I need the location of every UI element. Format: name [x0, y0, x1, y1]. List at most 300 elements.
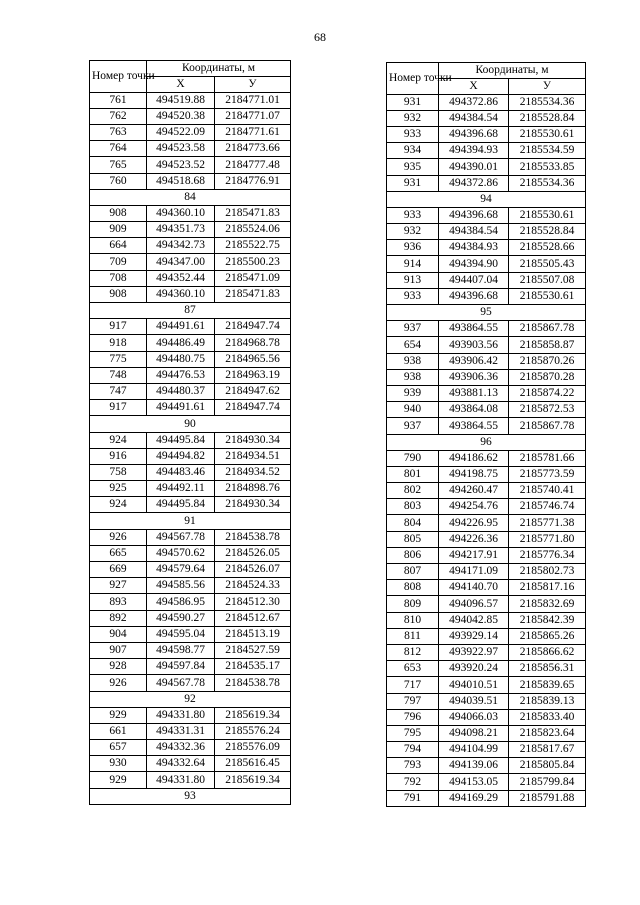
- point-number-cell: 929: [90, 772, 147, 788]
- point-number-cell: 758: [90, 464, 147, 480]
- y-coordinate-cell: 2184527.59: [215, 642, 291, 658]
- table-row: [90, 108, 291, 124]
- table-row: [90, 675, 291, 691]
- x-coordinate-cell: 494384.54: [439, 110, 509, 126]
- table-row: [90, 400, 291, 416]
- table-row: [90, 578, 291, 594]
- table-row: [90, 335, 291, 351]
- point-number-cell: 708: [90, 270, 147, 286]
- x-coordinate-cell: 494226.95: [439, 515, 509, 531]
- point-number-cell: 654: [387, 337, 439, 353]
- point-number-cell: 765: [90, 157, 147, 173]
- table-row: [387, 418, 586, 434]
- x-coordinate-cell: 494342.73: [147, 238, 215, 254]
- x-coordinate-cell: 494585.56: [147, 578, 215, 594]
- y-coordinate-cell: 2185839.65: [509, 677, 586, 693]
- table-row: [90, 141, 291, 157]
- table-row: [387, 547, 586, 563]
- group-label: 90: [90, 416, 291, 432]
- x-coordinate-cell: 494066.03: [439, 709, 509, 725]
- table-row: [387, 790, 586, 806]
- table-row: [90, 222, 291, 238]
- y-coordinate-cell: 2185874.22: [509, 385, 586, 401]
- x-coordinate-cell: 494495.84: [147, 432, 215, 448]
- point-number-cell: 918: [90, 335, 147, 351]
- x-coordinate-cell: 493864.55: [439, 418, 509, 434]
- table-row: [90, 642, 291, 658]
- x-coordinate-cell: 494494.82: [147, 448, 215, 464]
- table-row: [90, 772, 291, 788]
- table-row: [387, 758, 586, 774]
- x-coordinate-cell: 494492.11: [147, 481, 215, 497]
- table-row: [387, 385, 586, 401]
- x-coordinate-cell: 494331.31: [147, 723, 215, 739]
- table-row: [387, 499, 586, 515]
- y-coordinate-cell: 2185866.62: [509, 644, 586, 660]
- point-number-cell: 762: [90, 108, 147, 124]
- y-coordinate-cell: 2185530.61: [509, 288, 586, 304]
- point-number-cell: 664: [90, 238, 147, 254]
- table-row: [90, 448, 291, 464]
- x-coordinate-cell: 494372.86: [439, 94, 509, 110]
- x-coordinate-cell: 494590.27: [147, 610, 215, 626]
- point-number-cell: 933: [387, 207, 439, 223]
- table-row: [387, 321, 586, 337]
- x-coordinate-cell: 494491.61: [147, 319, 215, 335]
- point-number-cell: 808: [387, 580, 439, 596]
- point-number-cell: 932: [387, 224, 439, 240]
- y-coordinate-cell: 2185781.66: [509, 450, 586, 466]
- point-number-header: Номер точки: [90, 61, 147, 93]
- point-number-cell: 804: [387, 515, 439, 531]
- x-coordinate-cell: 494396.68: [439, 207, 509, 223]
- x-coordinate-cell: 493864.55: [439, 321, 509, 337]
- x-coordinate-cell: 494396.68: [439, 126, 509, 142]
- y-coordinate-cell: 2185865.26: [509, 628, 586, 644]
- table-row: [90, 464, 291, 480]
- table-row: [90, 319, 291, 335]
- y-coordinate-cell: 2185799.84: [509, 774, 586, 790]
- x-coordinate-cell: 493903.56: [439, 337, 509, 353]
- x-coordinate-cell: 494226.36: [439, 531, 509, 547]
- y-coordinate-cell: 2185534.36: [509, 175, 586, 191]
- x-coordinate-cell: 494010.51: [439, 677, 509, 693]
- table-row: [90, 707, 291, 723]
- table-row: [387, 288, 586, 304]
- group-label: 94: [387, 191, 586, 207]
- point-number-cell: 937: [387, 418, 439, 434]
- y-coordinate-cell: 2184776.91: [215, 173, 291, 189]
- point-number-cell: 932: [387, 110, 439, 126]
- table-row: [90, 481, 291, 497]
- y-coordinate-cell: 2184771.01: [215, 92, 291, 108]
- x-header: X: [439, 78, 509, 94]
- table-row: [387, 644, 586, 660]
- table-row: [90, 594, 291, 610]
- point-number-cell: 792: [387, 774, 439, 790]
- table-row: [90, 157, 291, 173]
- y-coordinate-cell: 2185507.08: [509, 272, 586, 288]
- table-row: [387, 207, 586, 223]
- point-number-cell: 893: [90, 594, 147, 610]
- x-coordinate-cell: 494140.70: [439, 580, 509, 596]
- x-coordinate-cell: 494483.46: [147, 464, 215, 480]
- coordinates-header: Координаты, м: [439, 63, 586, 79]
- x-coordinate-cell: 494519.88: [147, 92, 215, 108]
- y-coordinate-cell: 2185867.78: [509, 321, 586, 337]
- x-coordinate-cell: 494579.64: [147, 562, 215, 578]
- y-coordinate-cell: 2185870.26: [509, 353, 586, 369]
- point-number-cell: 760: [90, 173, 147, 189]
- table-row: [90, 238, 291, 254]
- table-row: [387, 143, 586, 159]
- point-number-cell: 936: [387, 240, 439, 256]
- y-coordinate-cell: 2184934.52: [215, 464, 291, 480]
- x-coordinate-cell: 494331.80: [147, 707, 215, 723]
- point-number-cell: 940: [387, 402, 439, 418]
- point-number-cell: 709: [90, 254, 147, 270]
- point-number-cell: 913: [387, 272, 439, 288]
- point-number-cell: 790: [387, 450, 439, 466]
- group-label: 84: [90, 189, 291, 205]
- x-coordinate-cell: 493920.24: [439, 661, 509, 677]
- x-coordinate-cell: 494518.68: [147, 173, 215, 189]
- y-coordinate-cell: 2185534.59: [509, 143, 586, 159]
- y-coordinate-cell: 2184934.51: [215, 448, 291, 464]
- point-number-cell: 917: [90, 400, 147, 416]
- point-number-cell: 909: [90, 222, 147, 238]
- table-row: [387, 661, 586, 677]
- table-row: [387, 126, 586, 142]
- y-coordinate-cell: 2184535.17: [215, 659, 291, 675]
- y-coordinate-cell: 2185817.67: [509, 742, 586, 758]
- table-row: [387, 240, 586, 256]
- y-coordinate-cell: 2185773.59: [509, 466, 586, 482]
- group-label: 92: [90, 691, 291, 707]
- point-number-cell: 931: [387, 175, 439, 191]
- table-row: [90, 254, 291, 270]
- y-coordinate-cell: 2184771.07: [215, 108, 291, 124]
- group-row: [90, 189, 291, 205]
- page-number: 68: [314, 30, 326, 44]
- point-number-cell: 797: [387, 693, 439, 709]
- point-number-cell: 931: [387, 94, 439, 110]
- point-number-cell: 661: [90, 723, 147, 739]
- x-coordinate-cell: 493929.14: [439, 628, 509, 644]
- point-number-cell: 717: [387, 677, 439, 693]
- point-number-cell: 747: [90, 383, 147, 399]
- group-label: 91: [90, 513, 291, 529]
- y-coordinate-cell: 2184947.74: [215, 319, 291, 335]
- point-number-cell: 807: [387, 564, 439, 580]
- table-row: [387, 337, 586, 353]
- point-number-cell: 812: [387, 644, 439, 660]
- y-coordinate-cell: 2185530.61: [509, 126, 586, 142]
- group-label: 96: [387, 434, 586, 450]
- x-coordinate-cell: 494491.61: [147, 400, 215, 416]
- point-number-cell: 938: [387, 353, 439, 369]
- y-coordinate-cell: 2184968.78: [215, 335, 291, 351]
- x-coordinate-cell: 494394.93: [439, 143, 509, 159]
- point-number-cell: 657: [90, 740, 147, 756]
- x-coordinate-cell: 494372.86: [439, 175, 509, 191]
- y-coordinate-cell: 2185833.40: [509, 709, 586, 725]
- x-coordinate-cell: 494523.52: [147, 157, 215, 173]
- point-number-cell: 763: [90, 124, 147, 140]
- x-coordinate-cell: 494476.53: [147, 367, 215, 383]
- point-number-cell: 904: [90, 626, 147, 642]
- point-number-cell: 794: [387, 742, 439, 758]
- point-number-cell: 935: [387, 159, 439, 175]
- group-row: [90, 788, 291, 804]
- table-row: [90, 432, 291, 448]
- table-row: [387, 272, 586, 288]
- x-coordinate-cell: 494480.75: [147, 351, 215, 367]
- x-coordinate-cell: 494390.01: [439, 159, 509, 175]
- y-header: У: [215, 76, 291, 92]
- point-number-cell: 669: [90, 562, 147, 578]
- point-number-cell: 796: [387, 709, 439, 725]
- y-coordinate-cell: 2185771.38: [509, 515, 586, 531]
- point-number-cell: 928: [90, 659, 147, 675]
- x-coordinate-cell: 494384.93: [439, 240, 509, 256]
- x-coordinate-cell: 494522.09: [147, 124, 215, 140]
- group-label: 95: [387, 305, 586, 321]
- table-row: [90, 740, 291, 756]
- point-number-cell: 803: [387, 499, 439, 515]
- x-coordinate-cell: 494597.84: [147, 659, 215, 675]
- x-coordinate-cell: 493922.97: [439, 644, 509, 660]
- table-row: [387, 531, 586, 547]
- point-number-cell: 929: [90, 707, 147, 723]
- group-row: [90, 691, 291, 707]
- y-coordinate-cell: 2184930.34: [215, 497, 291, 513]
- point-number-cell: 811: [387, 628, 439, 644]
- y-coordinate-cell: 2184930.34: [215, 432, 291, 448]
- x-coordinate-cell: 494332.64: [147, 756, 215, 772]
- point-number-cell: 810: [387, 612, 439, 628]
- point-number-cell: 907: [90, 642, 147, 658]
- table-row: [387, 774, 586, 790]
- y-coordinate-cell: 2184963.19: [215, 367, 291, 383]
- table-row: [90, 286, 291, 302]
- table-row: [387, 725, 586, 741]
- y-coordinate-cell: 2185471.09: [215, 270, 291, 286]
- point-number-cell: 933: [387, 126, 439, 142]
- x-coordinate-cell: 494104.99: [439, 742, 509, 758]
- table-row: [387, 110, 586, 126]
- point-number-header: Номер точки: [387, 63, 439, 95]
- y-coordinate-cell: 2185867.78: [509, 418, 586, 434]
- y-coordinate-cell: 2185619.34: [215, 707, 291, 723]
- x-coordinate-cell: 494570.62: [147, 545, 215, 561]
- x-coordinate-cell: 494254.76: [439, 499, 509, 515]
- table-row: [387, 353, 586, 369]
- y-coordinate-cell: 2184538.78: [215, 529, 291, 545]
- x-coordinate-cell: 494171.09: [439, 564, 509, 580]
- x-coordinate-cell: 493906.42: [439, 353, 509, 369]
- y-coordinate-cell: 2184538.78: [215, 675, 291, 691]
- x-coordinate-cell: 494520.38: [147, 108, 215, 124]
- y-coordinate-cell: 2185842.39: [509, 612, 586, 628]
- y-coordinate-cell: 2185528.84: [509, 224, 586, 240]
- table-row: [90, 367, 291, 383]
- y-coordinate-cell: 2184526.07: [215, 562, 291, 578]
- x-coordinate-cell: 494523.58: [147, 141, 215, 157]
- table-row: [90, 383, 291, 399]
- y-coordinate-cell: 2185805.84: [509, 758, 586, 774]
- x-coordinate-cell: 494198.75: [439, 466, 509, 482]
- y-coordinate-cell: 2185858.87: [509, 337, 586, 353]
- x-coordinate-cell: 494495.84: [147, 497, 215, 513]
- point-number-cell: 795: [387, 725, 439, 741]
- x-coordinate-cell: 494567.78: [147, 529, 215, 545]
- point-number-cell: 934: [387, 143, 439, 159]
- table-row: [90, 497, 291, 513]
- y-coordinate-cell: 2185528.66: [509, 240, 586, 256]
- table-row: [90, 626, 291, 642]
- point-number-cell: 926: [90, 529, 147, 545]
- x-coordinate-cell: 494042.85: [439, 612, 509, 628]
- point-number-cell: 653: [387, 661, 439, 677]
- point-number-cell: 761: [90, 92, 147, 108]
- y-header: У: [509, 78, 586, 94]
- y-coordinate-cell: 2184512.30: [215, 594, 291, 610]
- y-coordinate-cell: 2184512.67: [215, 610, 291, 626]
- point-number-cell: 924: [90, 432, 147, 448]
- table-row: [387, 159, 586, 175]
- point-number-cell: 938: [387, 369, 439, 385]
- table-row: [90, 124, 291, 140]
- y-coordinate-cell: 2184947.74: [215, 400, 291, 416]
- group-label: 87: [90, 303, 291, 319]
- point-number-cell: 665: [90, 545, 147, 561]
- x-coordinate-cell: 494595.04: [147, 626, 215, 642]
- table-row: [90, 545, 291, 561]
- table-row: [387, 256, 586, 272]
- y-coordinate-cell: 2185533.85: [509, 159, 586, 175]
- y-coordinate-cell: 2185576.24: [215, 723, 291, 739]
- x-coordinate-cell: 493881.13: [439, 385, 509, 401]
- x-coordinate-cell: 494567.78: [147, 675, 215, 691]
- x-coordinate-cell: 494407.04: [439, 272, 509, 288]
- x-coordinate-cell: 494347.00: [147, 254, 215, 270]
- group-row: [387, 434, 586, 450]
- point-number-cell: 892: [90, 610, 147, 626]
- x-coordinate-cell: 494260.47: [439, 483, 509, 499]
- x-coordinate-cell: 494139.06: [439, 758, 509, 774]
- y-coordinate-cell: 2185839.13: [509, 693, 586, 709]
- x-coordinate-cell: 494186.62: [439, 450, 509, 466]
- coordinates-table-left: [89, 60, 291, 805]
- y-coordinate-cell: 2185856.31: [509, 661, 586, 677]
- y-coordinate-cell: 2184898.76: [215, 481, 291, 497]
- point-number-cell: 924: [90, 497, 147, 513]
- point-number-cell: 917: [90, 319, 147, 335]
- table-row: [90, 723, 291, 739]
- x-coordinate-cell: 494096.57: [439, 596, 509, 612]
- x-coordinate-cell: 494169.29: [439, 790, 509, 806]
- y-coordinate-cell: 2184513.19: [215, 626, 291, 642]
- point-number-cell: 933: [387, 288, 439, 304]
- table-row: [387, 693, 586, 709]
- point-number-cell: 793: [387, 758, 439, 774]
- table-row: [387, 402, 586, 418]
- point-number-cell: 908: [90, 205, 147, 221]
- table-row: [90, 92, 291, 108]
- table-row: [387, 466, 586, 482]
- point-number-cell: 927: [90, 578, 147, 594]
- point-number-cell: 801: [387, 466, 439, 482]
- point-number-cell: 791: [387, 790, 439, 806]
- y-coordinate-cell: 2185817.16: [509, 580, 586, 596]
- y-coordinate-cell: 2185500.23: [215, 254, 291, 270]
- point-number-cell: 914: [387, 256, 439, 272]
- y-coordinate-cell: 2185870.28: [509, 369, 586, 385]
- x-coordinate-cell: 494384.54: [439, 224, 509, 240]
- y-coordinate-cell: 2185471.83: [215, 205, 291, 221]
- y-coordinate-cell: 2185471.83: [215, 286, 291, 302]
- y-coordinate-cell: 2185771.80: [509, 531, 586, 547]
- x-coordinate-cell: 494331.80: [147, 772, 215, 788]
- y-coordinate-cell: 2185823.64: [509, 725, 586, 741]
- group-row: [90, 416, 291, 432]
- y-coordinate-cell: 2184777.48: [215, 157, 291, 173]
- y-coordinate-cell: 2185505.43: [509, 256, 586, 272]
- table-row: [90, 351, 291, 367]
- x-coordinate-cell: 493906.36: [439, 369, 509, 385]
- group-row: [90, 303, 291, 319]
- y-coordinate-cell: 2185776.34: [509, 547, 586, 563]
- table-row: [387, 175, 586, 191]
- table-row: [90, 610, 291, 626]
- y-coordinate-cell: 2185740.41: [509, 483, 586, 499]
- point-number-cell: 809: [387, 596, 439, 612]
- point-number-cell: 930: [90, 756, 147, 772]
- table-row: [387, 369, 586, 385]
- group-label: 93: [90, 788, 291, 804]
- y-coordinate-cell: 2184947.62: [215, 383, 291, 399]
- x-coordinate-cell: 494153.05: [439, 774, 509, 790]
- table-row: [90, 562, 291, 578]
- y-coordinate-cell: 2184526.05: [215, 545, 291, 561]
- table-row: [387, 483, 586, 499]
- x-coordinate-cell: 494332.36: [147, 740, 215, 756]
- x-coordinate-cell: 493864.08: [439, 402, 509, 418]
- table-row: [90, 205, 291, 221]
- x-coordinate-cell: 494098.21: [439, 725, 509, 741]
- y-coordinate-cell: 2185530.61: [509, 207, 586, 223]
- group-row: [387, 305, 586, 321]
- x-header: X: [147, 76, 215, 92]
- y-coordinate-cell: 2185791.88: [509, 790, 586, 806]
- table-row: [387, 515, 586, 531]
- x-coordinate-cell: 494360.10: [147, 286, 215, 302]
- table-row: [387, 596, 586, 612]
- point-number-cell: 802: [387, 483, 439, 499]
- y-coordinate-cell: 2185522.75: [215, 238, 291, 254]
- x-coordinate-cell: 494586.95: [147, 594, 215, 610]
- x-coordinate-cell: 494039.51: [439, 693, 509, 709]
- x-coordinate-cell: 494598.77: [147, 642, 215, 658]
- point-number-cell: 939: [387, 385, 439, 401]
- x-coordinate-cell: 494486.49: [147, 335, 215, 351]
- group-row: [387, 191, 586, 207]
- y-coordinate-cell: 2185576.09: [215, 740, 291, 756]
- table-row: [387, 612, 586, 628]
- x-coordinate-cell: 494360.10: [147, 205, 215, 221]
- y-coordinate-cell: 2185528.84: [509, 110, 586, 126]
